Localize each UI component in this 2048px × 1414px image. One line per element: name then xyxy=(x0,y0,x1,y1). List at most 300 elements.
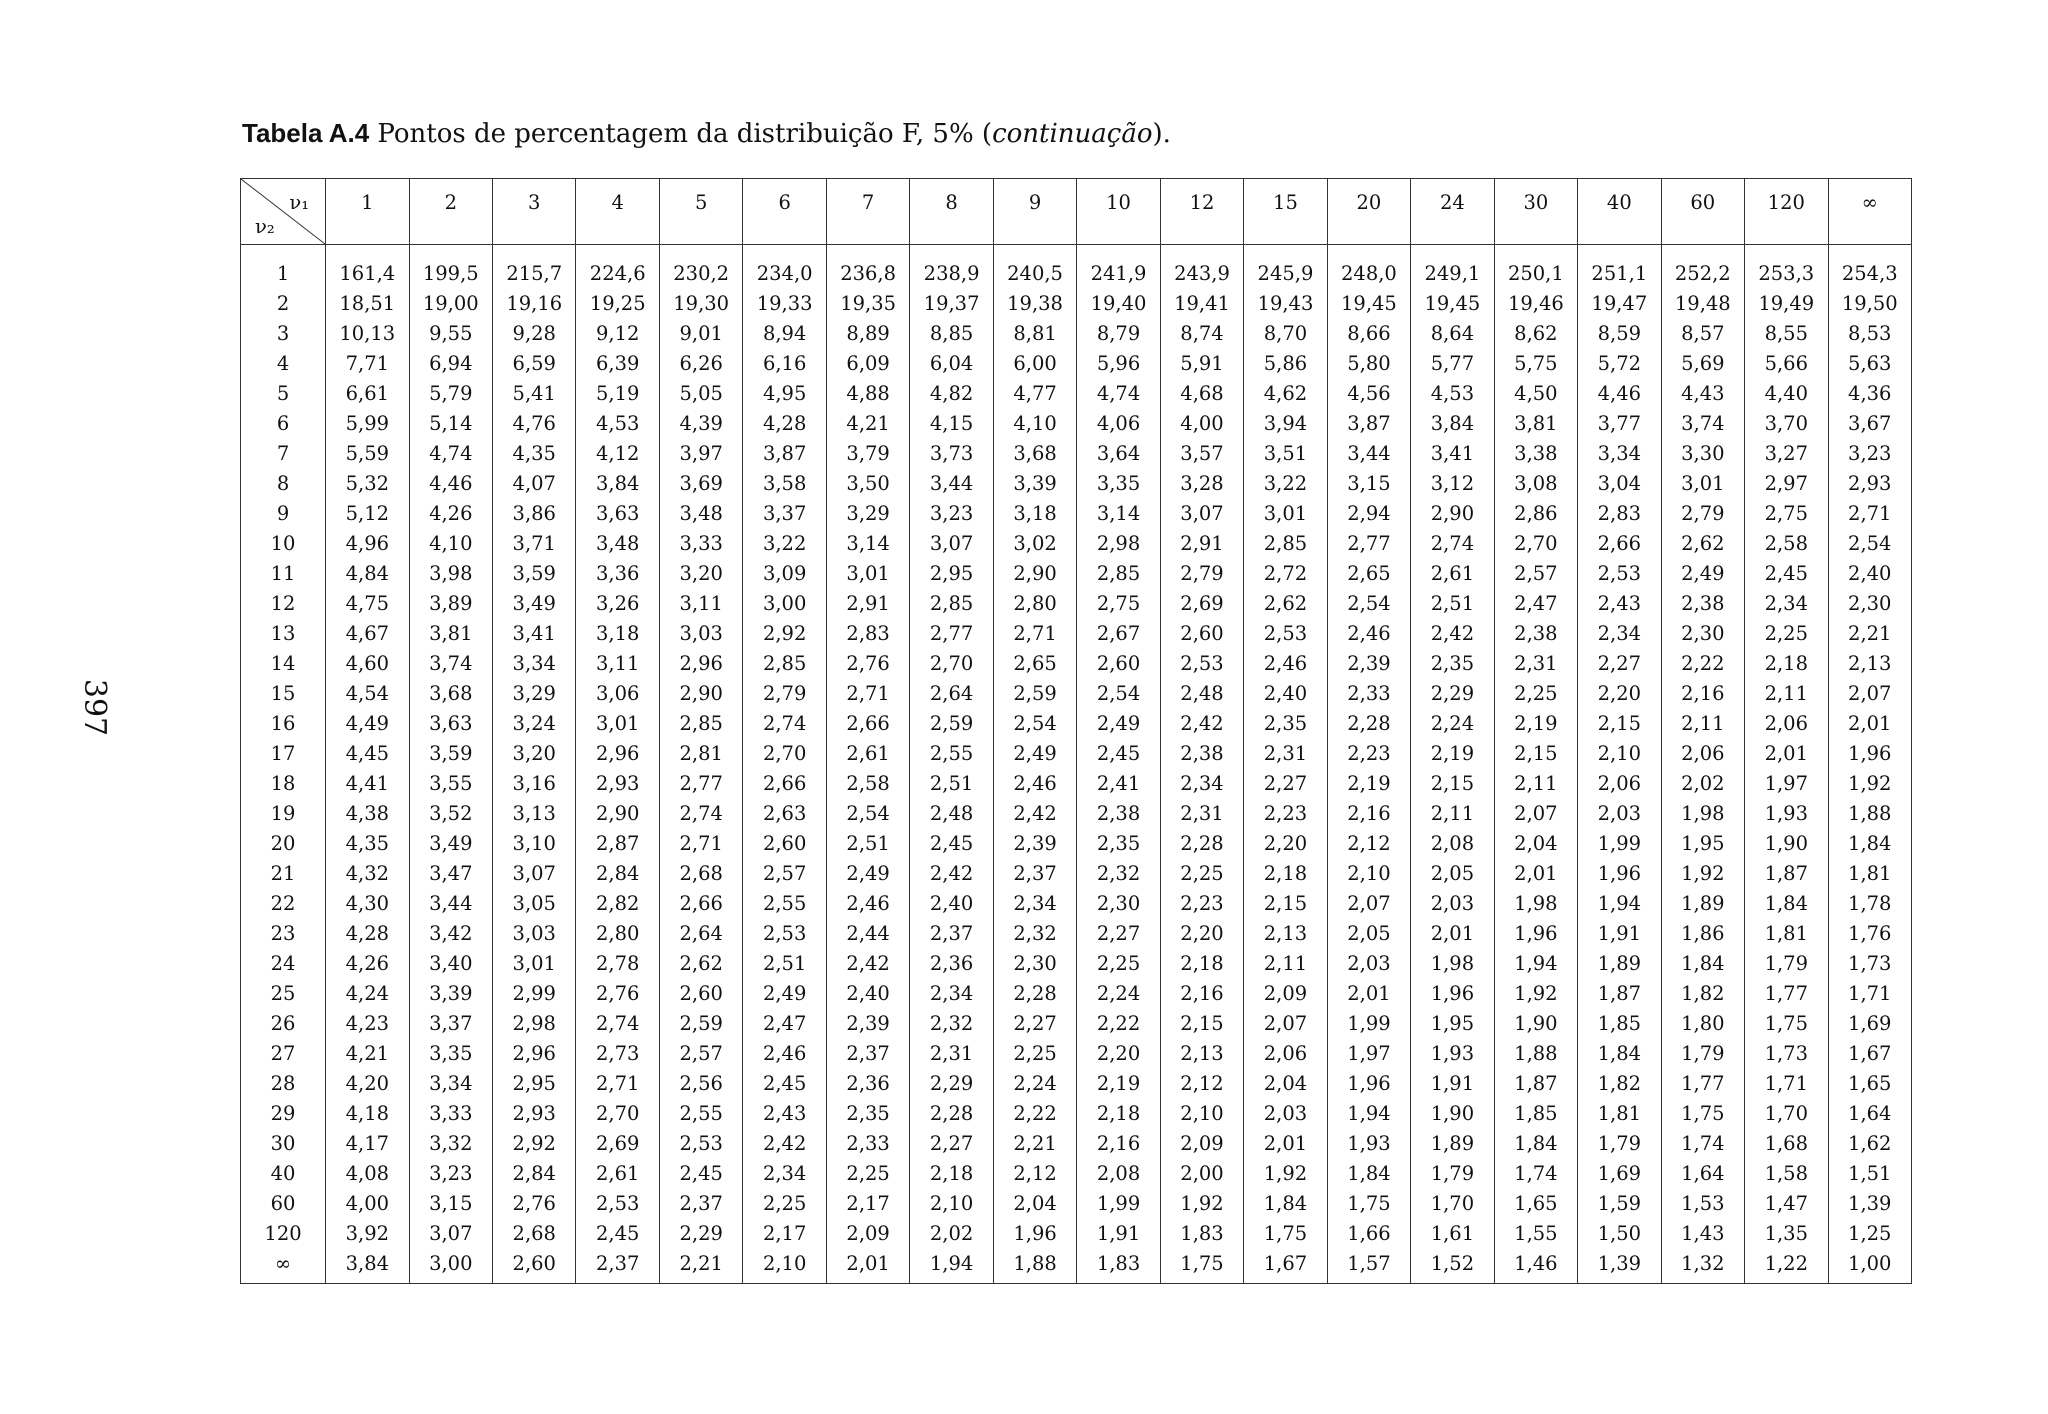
table-row xyxy=(241,289,1912,319)
table-cell: 2,74 xyxy=(1411,529,1494,559)
table-cell: 2,01 xyxy=(1327,979,1410,1009)
table-cell: 5,75 xyxy=(1494,349,1577,379)
table-cell: 2,20 xyxy=(1077,1039,1160,1069)
table-cell: 2,90 xyxy=(576,799,659,829)
table-cell: 3,55 xyxy=(409,769,492,799)
table-cell: 2,03 xyxy=(1578,799,1661,829)
table-cell: 2,46 xyxy=(993,769,1076,799)
table-cell: 3,48 xyxy=(659,499,742,529)
table-cell: 2,60 xyxy=(743,829,826,859)
table-cell: 2,53 xyxy=(576,1189,659,1219)
table-cell: 2,42 xyxy=(993,799,1076,829)
table-cell: 2,90 xyxy=(993,559,1076,589)
row-header-v2: 10 xyxy=(241,529,326,559)
caption-end: ). xyxy=(1152,119,1171,149)
table-cell: 1,93 xyxy=(1327,1129,1410,1159)
table-cell: 3,51 xyxy=(1244,439,1327,469)
table-cell: 2,06 xyxy=(1578,769,1661,799)
table-cell: 2,16 xyxy=(1327,799,1410,829)
table-cell: 2,07 xyxy=(1828,679,1911,709)
row-header-v2: 1 xyxy=(241,245,326,290)
table-cell: 4,88 xyxy=(826,379,909,409)
table-cell: 2,03 xyxy=(1327,949,1410,979)
table-cell: 4,46 xyxy=(1578,379,1661,409)
table-cell: 2,33 xyxy=(826,1129,909,1159)
table-cell: 2,63 xyxy=(743,799,826,829)
row-header-v2: 8 xyxy=(241,469,326,499)
table-cell: 2,38 xyxy=(1661,589,1744,619)
table-cell: 4,32 xyxy=(326,859,409,889)
table-cell: 3,03 xyxy=(659,619,742,649)
table-cell: 4,00 xyxy=(326,1189,409,1219)
table-cell: 2,96 xyxy=(493,1039,576,1069)
table-row xyxy=(241,949,1912,979)
table-cell: 2,13 xyxy=(1828,649,1911,679)
table-cell: 2,01 xyxy=(1494,859,1577,889)
table-cell: 2,08 xyxy=(1411,829,1494,859)
table-cell: 3,74 xyxy=(1661,409,1744,439)
table-cell: 2,93 xyxy=(1828,469,1911,499)
table-cell: 19,43 xyxy=(1244,289,1327,319)
table-cell: 1,93 xyxy=(1745,799,1828,829)
table-cell: 240,5 xyxy=(993,245,1076,290)
table-cell: 2,72 xyxy=(1244,559,1327,589)
table-cell: 2,00 xyxy=(1160,1159,1243,1189)
row-header-v2: 17 xyxy=(241,739,326,769)
table-cell: 2,57 xyxy=(659,1039,742,1069)
table-cell: 3,63 xyxy=(409,709,492,739)
table-cell: 241,9 xyxy=(1077,245,1160,290)
table-cell: 3,58 xyxy=(743,469,826,499)
table-row xyxy=(241,979,1912,1009)
table-cell: 3,49 xyxy=(493,589,576,619)
table-cell: 2,70 xyxy=(576,1099,659,1129)
table-cell: 4,12 xyxy=(576,439,659,469)
table-cell: 2,74 xyxy=(743,709,826,739)
table-cell: 2,39 xyxy=(1327,649,1410,679)
row-header-v2: 120 xyxy=(241,1219,326,1249)
table-cell: 1,91 xyxy=(1077,1219,1160,1249)
table-cell: 2,45 xyxy=(659,1159,742,1189)
table-cell: 2,79 xyxy=(743,679,826,709)
table-cell: 2,15 xyxy=(1411,769,1494,799)
table-cell: 3,00 xyxy=(409,1249,492,1284)
table-cell: 1,39 xyxy=(1578,1249,1661,1284)
table-cell: 19,47 xyxy=(1578,289,1661,319)
table-cell: 1,89 xyxy=(1578,949,1661,979)
table-cell: 2,76 xyxy=(493,1189,576,1219)
table-cell: 4,18 xyxy=(326,1099,409,1129)
table-cell: 2,38 xyxy=(1160,739,1243,769)
table-cell: 2,19 xyxy=(1077,1069,1160,1099)
table-cell: 3,67 xyxy=(1828,409,1911,439)
table-cell: 2,51 xyxy=(1411,589,1494,619)
table-cell: 5,59 xyxy=(326,439,409,469)
table-cell: 254,3 xyxy=(1828,245,1911,290)
table-cell: 2,82 xyxy=(576,889,659,919)
table-cell: 2,35 xyxy=(1411,649,1494,679)
table-cell: 2,01 xyxy=(1828,709,1911,739)
table-cell: 2,30 xyxy=(1828,589,1911,619)
table-cell: 3,15 xyxy=(409,1189,492,1219)
table-cell: 2,96 xyxy=(659,649,742,679)
table-cell: 215,7 xyxy=(493,245,576,290)
table-cell: 8,81 xyxy=(993,319,1076,349)
table-row xyxy=(241,559,1912,589)
row-header-v2: 15 xyxy=(241,679,326,709)
table-cell: 8,94 xyxy=(743,319,826,349)
caption-italic: continuação xyxy=(992,119,1153,149)
table-cell: 3,68 xyxy=(409,679,492,709)
table-cell: 2,70 xyxy=(1494,529,1577,559)
table-cell: 2,45 xyxy=(1745,559,1828,589)
table-cell: 2,44 xyxy=(826,919,909,949)
table-cell: 6,61 xyxy=(326,379,409,409)
table-cell: 1,55 xyxy=(1494,1219,1577,1249)
table-cell: 5,79 xyxy=(409,379,492,409)
table-cell: 2,18 xyxy=(1244,859,1327,889)
table-cell: 4,21 xyxy=(826,409,909,439)
table-cell: 2,16 xyxy=(1160,979,1243,1009)
table-cell: 1,88 xyxy=(1494,1039,1577,1069)
table-cell: 2,18 xyxy=(910,1159,993,1189)
table-cell: 2,22 xyxy=(993,1099,1076,1129)
table-cell: 2,71 xyxy=(1828,499,1911,529)
table-cell: 19,30 xyxy=(659,289,742,319)
table-cell: 5,91 xyxy=(1160,349,1243,379)
table-cell: 3,57 xyxy=(1160,439,1243,469)
table-cell: 2,01 xyxy=(1745,739,1828,769)
table-cell: 3,77 xyxy=(1578,409,1661,439)
table-cell: 1,98 xyxy=(1661,799,1744,829)
table-cell: 2,59 xyxy=(993,679,1076,709)
table-cell: 2,47 xyxy=(743,1009,826,1039)
table-cell: 2,94 xyxy=(1327,499,1410,529)
table-cell: 5,63 xyxy=(1828,349,1911,379)
row-header-v2: 18 xyxy=(241,769,326,799)
table-cell: 2,85 xyxy=(1244,529,1327,559)
row-header-v2: 28 xyxy=(241,1069,326,1099)
table-cell: 1,91 xyxy=(1578,919,1661,949)
table-row xyxy=(241,529,1912,559)
table-cell: 2,71 xyxy=(993,619,1076,649)
table-cell: 4,30 xyxy=(326,889,409,919)
table-cell: 2,83 xyxy=(826,619,909,649)
table-cell: 2,24 xyxy=(1077,979,1160,1009)
table-cell: 2,85 xyxy=(659,709,742,739)
table-cell: 2,95 xyxy=(910,559,993,589)
table-row xyxy=(241,1099,1912,1129)
table-cell: 1,43 xyxy=(1661,1219,1744,1249)
table-cell: 2,58 xyxy=(826,769,909,799)
table-cell: 2,38 xyxy=(1077,799,1160,829)
table-cell: 2,28 xyxy=(1327,709,1410,739)
table-cell: 1,94 xyxy=(910,1249,993,1284)
table-cell: 1,35 xyxy=(1745,1219,1828,1249)
table-cell: 1,32 xyxy=(1661,1249,1744,1284)
table-cell: 2,49 xyxy=(1077,709,1160,739)
table-cell: 3,28 xyxy=(1160,469,1243,499)
row-header-v2: 7 xyxy=(241,439,326,469)
table-cell: 6,94 xyxy=(409,349,492,379)
table-cell: 2,39 xyxy=(993,829,1076,859)
table-cell: 1,69 xyxy=(1828,1009,1911,1039)
table-cell: 9,01 xyxy=(659,319,742,349)
table-cell: 2,95 xyxy=(493,1069,576,1099)
table-cell: 1,51 xyxy=(1828,1159,1911,1189)
table-row xyxy=(241,619,1912,649)
table-cell: 3,33 xyxy=(659,529,742,559)
caption-label: Tabela A.4 xyxy=(242,118,370,148)
table-cell: 2,09 xyxy=(1244,979,1327,1009)
table-cell: 2,01 xyxy=(1411,919,1494,949)
table-cell: 3,42 xyxy=(409,919,492,949)
table-cell: 251,1 xyxy=(1578,245,1661,290)
table-cell: 2,29 xyxy=(1411,679,1494,709)
table-cell: 1,85 xyxy=(1494,1099,1577,1129)
table-cell: 2,54 xyxy=(1077,679,1160,709)
table-cell: 1,53 xyxy=(1661,1189,1744,1219)
table-cell: 2,68 xyxy=(659,859,742,889)
caption-text: Pontos de percentagem da distribuição F, 5% ( xyxy=(369,119,993,149)
table-cell: 1,81 xyxy=(1745,919,1828,949)
table-cell: 3,03 xyxy=(493,919,576,949)
table-cell: 1,96 xyxy=(1578,859,1661,889)
table-cell: 3,29 xyxy=(826,499,909,529)
table-cell: 1,71 xyxy=(1828,979,1911,1009)
table-cell: 2,10 xyxy=(743,1249,826,1284)
table-cell: 5,72 xyxy=(1578,349,1661,379)
table-cell: 2,21 xyxy=(1828,619,1911,649)
table-cell: 2,21 xyxy=(659,1249,742,1284)
table-cell: 1,94 xyxy=(1327,1099,1410,1129)
table-cell: 1,82 xyxy=(1661,979,1744,1009)
table-cell: 1,85 xyxy=(1578,1009,1661,1039)
table-row xyxy=(241,1249,1912,1284)
table-cell: 4,23 xyxy=(326,1009,409,1039)
table-cell: 5,86 xyxy=(1244,349,1327,379)
table-cell: 2,31 xyxy=(910,1039,993,1069)
table-cell: 2,99 xyxy=(493,979,576,1009)
table-cell: 3,30 xyxy=(1661,439,1744,469)
column-header-v1: 4 xyxy=(576,179,659,245)
table-row xyxy=(241,739,1912,769)
table-cell: 1,87 xyxy=(1745,859,1828,889)
table-cell: 3,86 xyxy=(493,499,576,529)
table-cell: 2,54 xyxy=(993,709,1076,739)
table-cell: 4,41 xyxy=(326,769,409,799)
table-cell: 3,52 xyxy=(409,799,492,829)
table-cell: 3,22 xyxy=(743,529,826,559)
table-cell: 2,86 xyxy=(1494,499,1577,529)
table-cell: 3,84 xyxy=(1411,409,1494,439)
table-cell: 4,74 xyxy=(1077,379,1160,409)
table-cell: 2,11 xyxy=(1745,679,1828,709)
table-cell: 19,45 xyxy=(1327,289,1410,319)
table-cell: 3,18 xyxy=(576,619,659,649)
table-cell: 2,37 xyxy=(910,919,993,949)
table-cell: 2,41 xyxy=(1077,769,1160,799)
table-cell: 2,84 xyxy=(493,1159,576,1189)
table-cell: 2,55 xyxy=(743,889,826,919)
table-cell: 2,25 xyxy=(1160,859,1243,889)
table-cell: 1,59 xyxy=(1578,1189,1661,1219)
table-cell: 2,04 xyxy=(993,1189,1076,1219)
table-cell: 2,91 xyxy=(1160,529,1243,559)
table-cell: 2,85 xyxy=(1077,559,1160,589)
table-cell: 2,90 xyxy=(1411,499,1494,529)
table-cell: 3,01 xyxy=(1661,469,1744,499)
table-header-row xyxy=(241,179,1912,245)
table-cell: 2,23 xyxy=(1244,799,1327,829)
table-row xyxy=(241,649,1912,679)
table-cell: 2,81 xyxy=(659,739,742,769)
table-cell: 3,84 xyxy=(576,469,659,499)
table-cell: 2,40 xyxy=(1828,559,1911,589)
table-cell: 2,19 xyxy=(1411,739,1494,769)
table-cell: 6,26 xyxy=(659,349,742,379)
column-header-v1: ∞ xyxy=(1828,179,1911,245)
table-cell: 2,20 xyxy=(1578,679,1661,709)
table-cell: 2,60 xyxy=(1160,619,1243,649)
table-cell: 5,12 xyxy=(326,499,409,529)
table-cell: 2,36 xyxy=(826,1069,909,1099)
table-cell: 4,17 xyxy=(326,1129,409,1159)
table-cell: 1,92 xyxy=(1661,859,1744,889)
table-cell: 19,00 xyxy=(409,289,492,319)
table-cell: 4,77 xyxy=(993,379,1076,409)
table-cell: 2,22 xyxy=(1077,1009,1160,1039)
table-cell: 2,66 xyxy=(743,769,826,799)
table-cell: 1,90 xyxy=(1745,829,1828,859)
table-cell: 3,02 xyxy=(993,529,1076,559)
table-cell: 1,84 xyxy=(1494,1129,1577,1159)
table-cell: 3,20 xyxy=(659,559,742,589)
table-cell: 1,84 xyxy=(1327,1159,1410,1189)
column-header-v1: 20 xyxy=(1327,179,1410,245)
table-cell: 1,80 xyxy=(1661,1009,1744,1039)
table-cell: 2,42 xyxy=(1160,709,1243,739)
table-cell: 4,15 xyxy=(910,409,993,439)
table-cell: 1,74 xyxy=(1661,1129,1744,1159)
table-cell: 19,38 xyxy=(993,289,1076,319)
table-cell: 4,20 xyxy=(326,1069,409,1099)
table-cell: 1,79 xyxy=(1745,949,1828,979)
table-cell: 243,9 xyxy=(1160,245,1243,290)
table-cell: 230,2 xyxy=(659,245,742,290)
table-row xyxy=(241,589,1912,619)
table-cell: 2,42 xyxy=(826,949,909,979)
table-cell: 5,19 xyxy=(576,379,659,409)
table-cell: 2,85 xyxy=(910,589,993,619)
table-cell: 3,16 xyxy=(493,769,576,799)
table-cell: 234,0 xyxy=(743,245,826,290)
table-cell: 1,84 xyxy=(1745,889,1828,919)
table-cell: 4,10 xyxy=(993,409,1076,439)
column-header-v1: 120 xyxy=(1745,179,1828,245)
table-cell: 4,45 xyxy=(326,739,409,769)
table-cell: 3,64 xyxy=(1077,439,1160,469)
table-cell: 1,90 xyxy=(1411,1099,1494,1129)
table-cell: 3,50 xyxy=(826,469,909,499)
table-cell: 3,12 xyxy=(1411,469,1494,499)
table-row xyxy=(241,769,1912,799)
table-cell: 4,74 xyxy=(409,439,492,469)
table-cell: 2,53 xyxy=(743,919,826,949)
row-header-v2: 4 xyxy=(241,349,326,379)
table-cell: 3,37 xyxy=(409,1009,492,1039)
table-cell: 3,39 xyxy=(409,979,492,1009)
table-cell: 2,25 xyxy=(1745,619,1828,649)
table-cell: 2,40 xyxy=(910,889,993,919)
table-cell: 1,79 xyxy=(1578,1129,1661,1159)
table-cell: 2,53 xyxy=(1578,559,1661,589)
row-header-v2: 14 xyxy=(241,649,326,679)
table-cell: 5,77 xyxy=(1411,349,1494,379)
row-header-v2: 22 xyxy=(241,889,326,919)
row-header-v2: 26 xyxy=(241,1009,326,1039)
table-cell: 3,14 xyxy=(826,529,909,559)
table-cell: 2,57 xyxy=(1494,559,1577,589)
table-cell: 2,53 xyxy=(1244,619,1327,649)
table-cell: 2,03 xyxy=(1411,889,1494,919)
table-cell: 2,28 xyxy=(910,1099,993,1129)
row-header-v2: 12 xyxy=(241,589,326,619)
table-cell: 4,43 xyxy=(1661,379,1744,409)
row-header-v2: 30 xyxy=(241,1129,326,1159)
row-header-v2: 29 xyxy=(241,1099,326,1129)
table-cell: 3,92 xyxy=(326,1219,409,1249)
table-cell: 3,01 xyxy=(1244,499,1327,529)
table-cell: 3,70 xyxy=(1745,409,1828,439)
table-cell: 19,48 xyxy=(1661,289,1744,319)
table-cell: 2,46 xyxy=(826,889,909,919)
column-header-v1: 5 xyxy=(659,179,742,245)
table-cell: 3,01 xyxy=(576,709,659,739)
table-cell: 3,00 xyxy=(743,589,826,619)
table-cell: 3,07 xyxy=(1160,499,1243,529)
table-cell: 2,80 xyxy=(993,589,1076,619)
table-cell: 2,77 xyxy=(910,619,993,649)
table-row xyxy=(241,349,1912,379)
table-cell: 2,21 xyxy=(993,1129,1076,1159)
table-cell: 1,65 xyxy=(1494,1189,1577,1219)
table-cell: 3,94 xyxy=(1244,409,1327,439)
table-cell: 4,26 xyxy=(326,949,409,979)
table-cell: 2,30 xyxy=(1661,619,1744,649)
table-cell: 2,55 xyxy=(910,739,993,769)
table-cell: 3,18 xyxy=(993,499,1076,529)
table-cell: 2,16 xyxy=(1661,679,1744,709)
table-cell: 1,84 xyxy=(1828,829,1911,859)
table-cell: 2,43 xyxy=(1578,589,1661,619)
table-row xyxy=(241,1039,1912,1069)
row-header-v2: 60 xyxy=(241,1189,326,1219)
table-cell: 3,87 xyxy=(743,439,826,469)
table-cell: 2,37 xyxy=(659,1189,742,1219)
table-cell: 1,95 xyxy=(1411,1009,1494,1039)
table-row xyxy=(241,319,1912,349)
table-cell: 1,92 xyxy=(1160,1189,1243,1219)
table-row xyxy=(241,859,1912,889)
table-cell: 2,69 xyxy=(1160,589,1243,619)
table-cell: 19,45 xyxy=(1411,289,1494,319)
table-cell: 2,09 xyxy=(1160,1129,1243,1159)
table-cell: 3,97 xyxy=(659,439,742,469)
table-cell: 2,78 xyxy=(576,949,659,979)
table-cell: 3,98 xyxy=(409,559,492,589)
table-cell: 1,00 xyxy=(1828,1249,1911,1284)
